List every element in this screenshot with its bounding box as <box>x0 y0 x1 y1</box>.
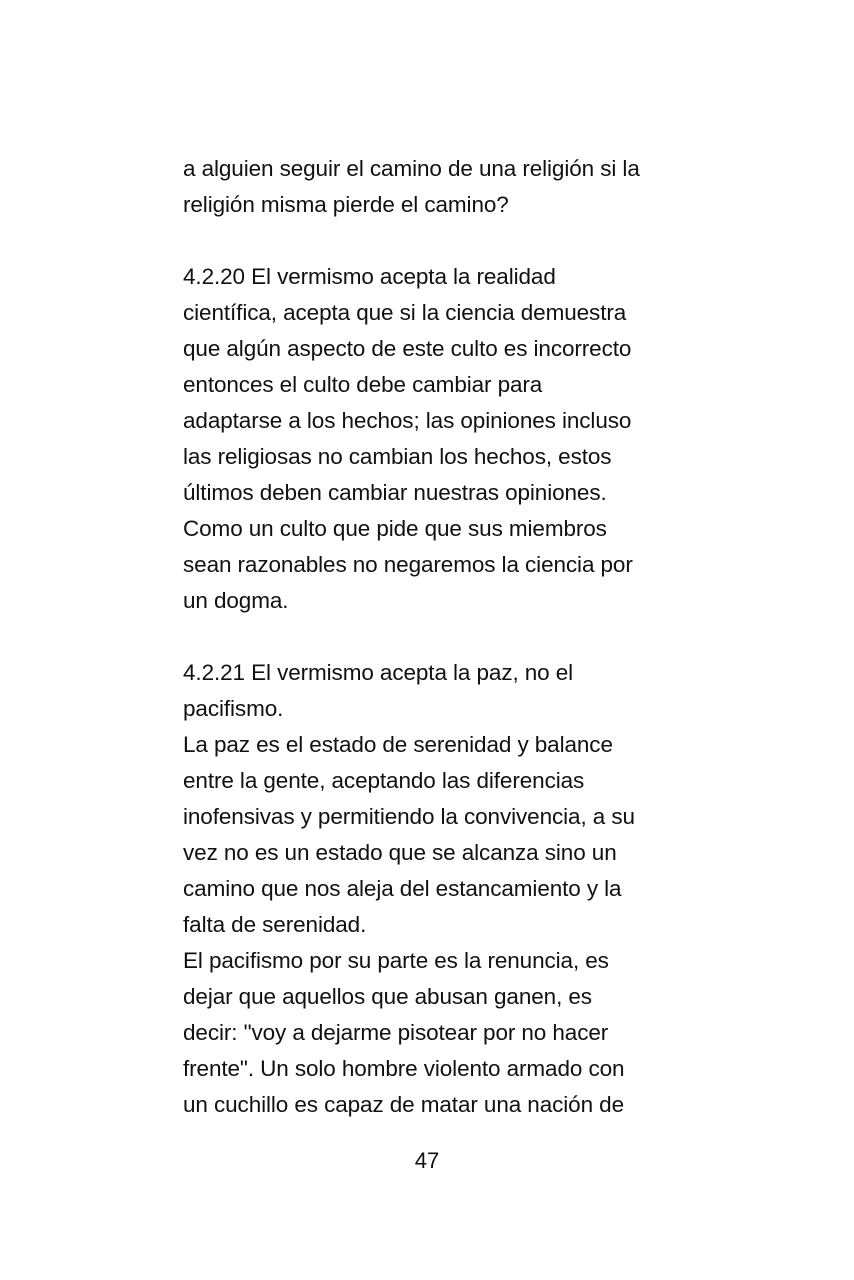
text-line: entonces el culto debe cambiar para <box>183 372 543 397</box>
text-line: que algún aspecto de este culto es incorrecto <box>183 336 632 361</box>
text-line: La paz es el estado de serenidad y balance <box>183 732 613 757</box>
body-text <box>183 151 683 1123</box>
text-line: entre la gente, aceptando las diferencias <box>183 768 585 793</box>
text-line: frente". Un solo hombre violento armado con <box>183 1056 625 1081</box>
text-line: religión misma pierde el camino? <box>183 192 509 217</box>
text-line: últimos deben cambiar nuestras opiniones. <box>183 480 607 505</box>
text-line: El pacifismo por su parte es la renuncia, es <box>183 948 609 973</box>
text-line: sean razonables no negaremos la ciencia por <box>183 552 633 577</box>
text-line: 4.2.20 El vermismo acepta la realidad <box>183 264 556 289</box>
text-line: dejar que aquellos que abusan ganen, es <box>183 984 592 1009</box>
paragraph-spacer <box>183 619 683 655</box>
paragraph-spacer <box>183 223 683 259</box>
text-line: falta de serenidad. <box>183 912 367 937</box>
paragraph-1 <box>183 151 683 223</box>
paragraph-2 <box>183 259 683 619</box>
paragraph-3 <box>183 655 683 1123</box>
text-line: adaptarse a los hechos; las opiniones incluso <box>183 408 632 433</box>
text-line: un cuchillo es capaz de matar una nación de <box>183 1092 624 1117</box>
text-line: pacifismo. <box>183 696 284 721</box>
text-line: científica, acepta que si la ciencia demuestra <box>183 300 627 325</box>
text-line: a alguien seguir el camino de una religión si la <box>183 156 640 181</box>
text-line: decir: "voy a dejarme pisotear por no hacer <box>183 1020 609 1045</box>
text-line: Como un culto que pide que sus miembros <box>183 516 607 541</box>
page-number: 47 <box>414 1148 440 1173</box>
text-line: inofensivas y permitiendo la convivencia, a su <box>183 804 635 829</box>
text-line: camino que nos aleja del estancamiento y la <box>183 876 622 901</box>
text-line: un dogma. <box>183 588 289 613</box>
text-line: las religiosas no cambian los hechos, estos <box>183 444 612 469</box>
text-line: 4.2.21 El vermismo acepta la paz, no el <box>183 660 574 685</box>
text-line: vez no es un estado que se alcanza sino un <box>183 840 617 865</box>
